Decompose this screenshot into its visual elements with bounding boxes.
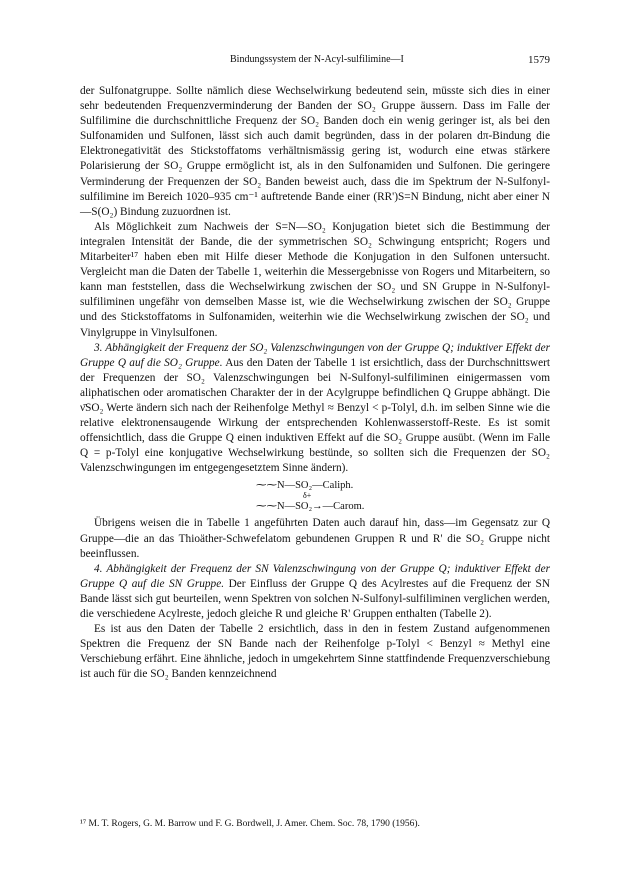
paragraph-5 [80, 562, 550, 622]
section-4-heading: 4. Abhängigkeit der Frequenz der SN Valenzschwingung von der Gruppe Q; induktiver Effekt der Gruppe Q auf die SN Gruppe. [80, 562, 550, 590]
section-3-heading: 3. Abhängigkeit der Frequenz der SO₂ Valenzschwingungen von der Gruppe Q; induktiver Effekt der Gruppe Q auf die SO₂ Gruppe. [80, 341, 550, 369]
formula-aliphatic: ⁓⁓N—SO₂—Caliph. [256, 480, 354, 492]
body-text [80, 84, 550, 682]
formula-delta-plus: δ+ [303, 491, 312, 501]
paragraph-3 [80, 341, 550, 477]
section-4-body: Der Einfluss der Gruppe Q des Acylrestes auf die Frequenz der SN Bande lässt sich gut beurteilen, wenn Spektren von solchen N-Sulfonyl-sulfiliminen verglichen werden, die verschiedene Acylreste, jedoch gleiche R und gleiche R' Gruppen enthalten (Tabelle 2). [80, 577, 550, 620]
paragraph-4: Übrigens weisen die in Tabelle 1 angeführten Daten auch darauf hin, dass—im Gegensatz zur Q Gruppe—die an das Thioäther-Schwefelatom gebundenen Gruppen R und R' die SO₂ Gruppe nicht beeinflussen. [80, 517, 550, 560]
structural-formula [80, 479, 550, 513]
page-number: 1579 [528, 54, 550, 66]
paragraph-1: der Sulfonatgruppe. Sollte nämlich diese Wechselwirkung bedeutend sein, müsste sich dies in einer sehr bedeutenden Frequenzverminderung der Banden der SO₂ Gruppe äussern. Dass im Falle der Sulfilimine die durchschnittliche Frequenz der SO₂ Banden doch ein wenig geringer ist, als bei den Sulfonamiden und Sulfonen, lässt sich auch damit begründen, dass in der polaren dπ-Bindung die Elektronegativität des Stickstoffatoms verhältnismässig gering ist, wodurch eine etwas stärkere Polarisierung der SO₂ Gruppe ermöglicht ist, als in den Sulfonamiden und Sulfonen. Die geringere Verminderung der Frequenzen der SO₂ Banden beweist auch, dass die im Spektrum der N-Sulfonyl-sulfilimine im Bereich 1020–935 cm⁻¹ auftretende Bande einer (RR')S=N Bindung, nicht aber einer N—S(O₂) Bindung zuzuordnen ist. [80, 85, 550, 218]
running-head-title: Bindungssystem der N-Acyl-sulfilimine—I [230, 54, 404, 65]
section-3-body: Aus den Daten der Tabelle 1 ist ersichtlich, dass der Durchschnittswert der Frequenzen der SO₂ Valenzschwingungen bei N-Sulfonyl-sulfiliminen einigermassen vom aliphatischen oder aromatischen Charakter der in der Acylgruppe befindlichen Q Gruppe abhängt. Die ν̄SO₂ Werte ändern sich nach der Reihenfolge Methyl ≈ Benzyl < p-Tolyl, d.h. im selben Sinne wie die relative elektronensaugende Wirkung der entsprechenden Kohlenwasserstoff-Reste. Es ist somit offensichtlich, dass die Gruppe Q einen induktiven Effekt auf die SO₂ Gruppe ausübt. (Wenn im Falle Q = p-Tolyl eine konjugative Wechselwirkung bestünde, so sollten sich die Frequenzen der SO₂ Valenzschwingungen im entgegengesetztem Sinne ändern). [80, 356, 550, 475]
formula-aromatic: ⁓⁓N—SO₂→—Carom. [256, 501, 365, 513]
paragraph-6: Es ist aus den Daten der Tabelle 2 ersichtlich, dass in den in festem Zustand aufgenommenen Spektren die Frequenz der SN Bande nach der Reihenfolge p-Tolyl < Benzyl ≈ Methyl eine Verschiebung erfährt. Eine ähnliche, jedoch in umgekehrtem Sinne stattfindende Frequenzverschiebung ist auch für die SO₂ Banden kennzeichnend [80, 623, 550, 681]
footnote: ¹⁷ M. T. Rogers, G. M. Barrow und F. G. Bordwell, J. Amer. Chem. Soc. 78, 1790 (1956). [80, 819, 420, 829]
paragraph-2: Als Möglichkeit zum Nachweis der S=N—SO₂ Konjugation bietet sich die Bestimmung der integralen Intensität der Bande, die der symmetrischen SO₂ Schwingung entspricht; Rogers und Mitarbeiter¹⁷ haben eben mit Hilfe dieser Methode die Konjugation in den Sulfonen untersucht. Vergleicht man die Daten der Tabelle 1, weiterhin die Messergebnisse von Rogers und Mitarbeitern, so kann man feststellen, dass die Wechselwirkung zwischen der SO₂ und SN Gruppe in N-Sulfonyl-sulfiliminen ungefähr von demselben Masse ist, wie die Wechselwirkung zwischen der SO₂ Gruppe und des Stickstoffatoms in Sulfonamiden, weiterhin wie die Wechselwirkung zwischen der SO₂ und Vinylgruppe in Vinylsulfonen. [80, 220, 550, 339]
running-head [80, 54, 550, 70]
